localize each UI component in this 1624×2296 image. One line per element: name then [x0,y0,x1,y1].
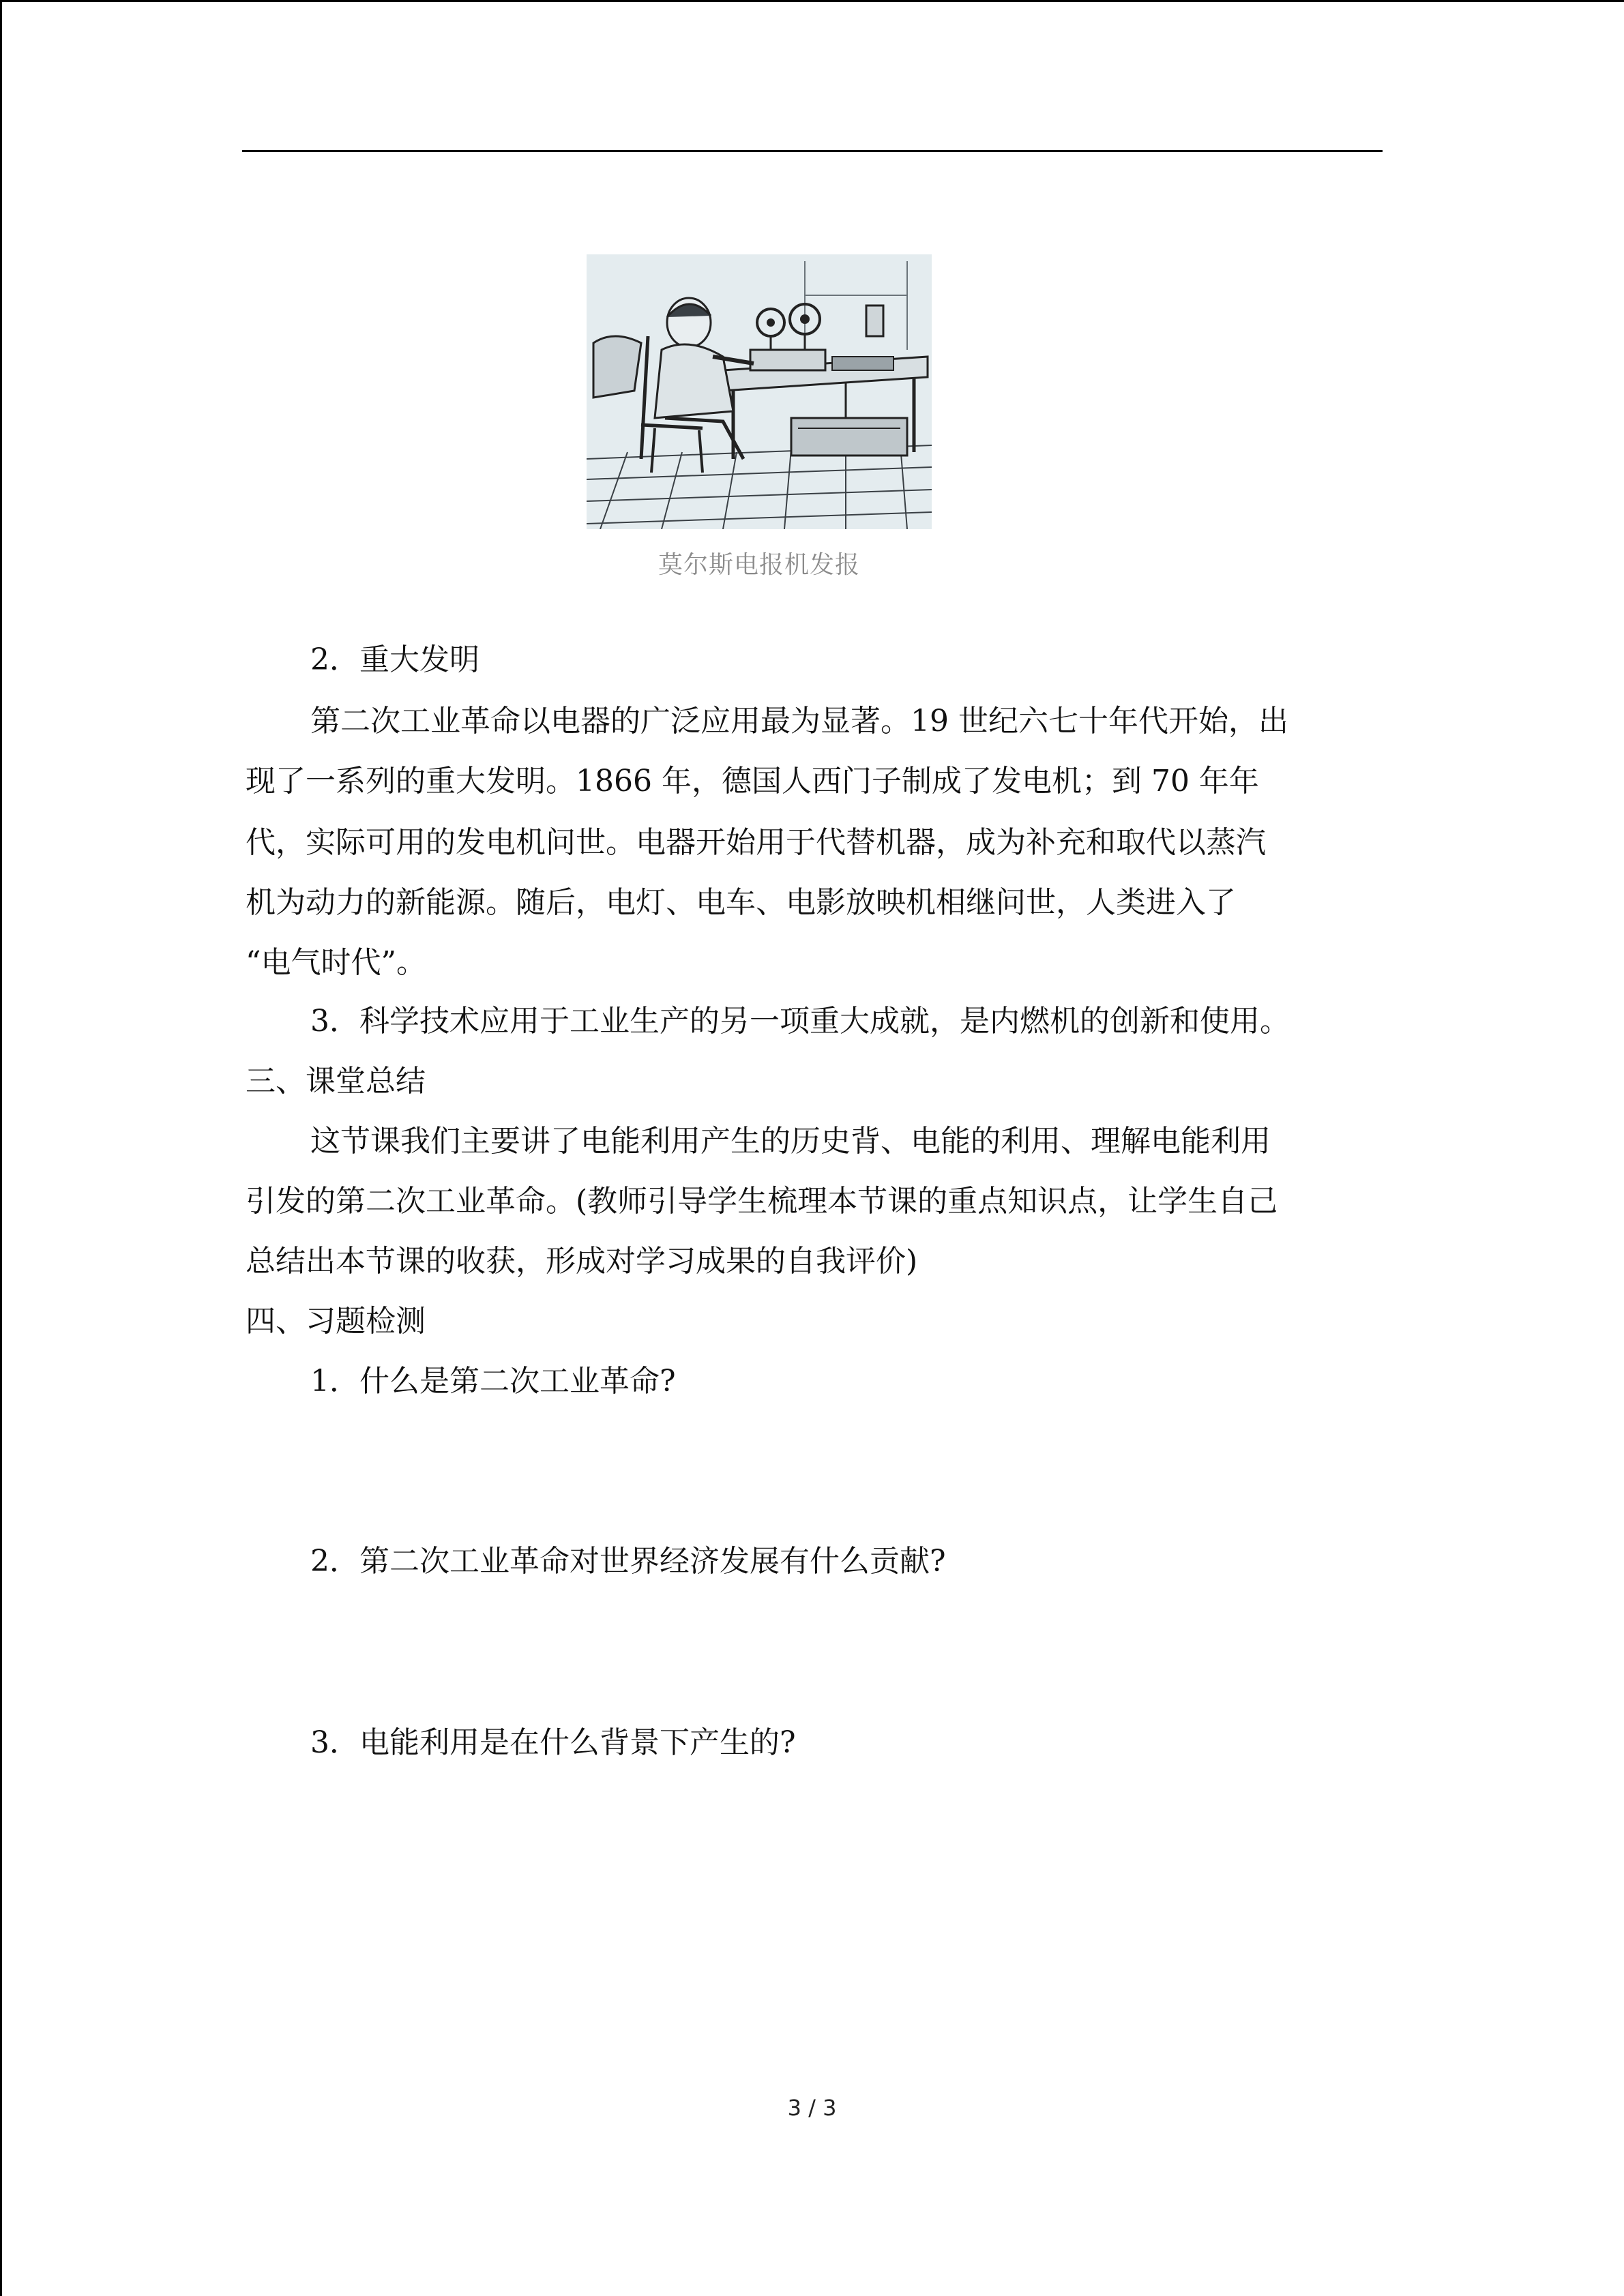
section-heading-major-inventions: 2．重大发明 [310,642,479,677]
section-heading-exercises: 四、习题检测 [246,1304,426,1339]
paragraph-line: 总结出本节课的收获，形成对学习成果的自我评价) [246,1244,918,1279]
page-top-border [0,0,1624,2]
paragraph-line: 第二次工业革命以电器的广泛应用最为显著。19 世纪六七十年代开始，出 [310,704,1288,739]
telegraph-illustration [587,254,932,529]
question-item: 3．电能利用是在什么背景下产生的? [310,1725,796,1760]
page-left-border [0,0,2,2296]
question-item: 2．第二次工业革命对世界经济发展有什么贡献? [310,1544,946,1579]
paragraph-line: “电气时代”。 [246,945,426,980]
paragraph-line: 引发的第二次工业革命。(教师引导学生梳理本节课的重点知识点，让学生自己 [246,1184,1278,1219]
header-rule [242,150,1383,152]
paragraph-line: 现了一系列的重大发明。1866 年，德国人西门子制成了发电机；到 70 年年 [246,764,1259,799]
question-item: 1．什么是第二次工业革命? [310,1364,676,1399]
paragraph-line: 机为动力的新能源。随后，电灯、电车、电影放映机相继问世，人类进入了 [246,885,1236,920]
paragraph-internal-combustion: 3．科学技术应用于工业生产的另一项重大成就，是内燃机的创新和使用。 [310,1004,1290,1039]
paragraph-line: 代，实际可用的发电机问世。电器开始用于代替机器，成为补充和取代以蒸汽 [246,825,1266,860]
page-number: 3 / 3 [787,2095,837,2121]
paragraph-line: 这节课我们主要讲了电能利用产生的历史背、电能的利用、理解电能利用 [310,1124,1271,1159]
figure-caption: 莫尔斯电报机发报 [658,551,860,579]
telegraph-operator-illustration [587,254,932,529]
section-heading-summary: 三、课堂总结 [246,1064,426,1099]
